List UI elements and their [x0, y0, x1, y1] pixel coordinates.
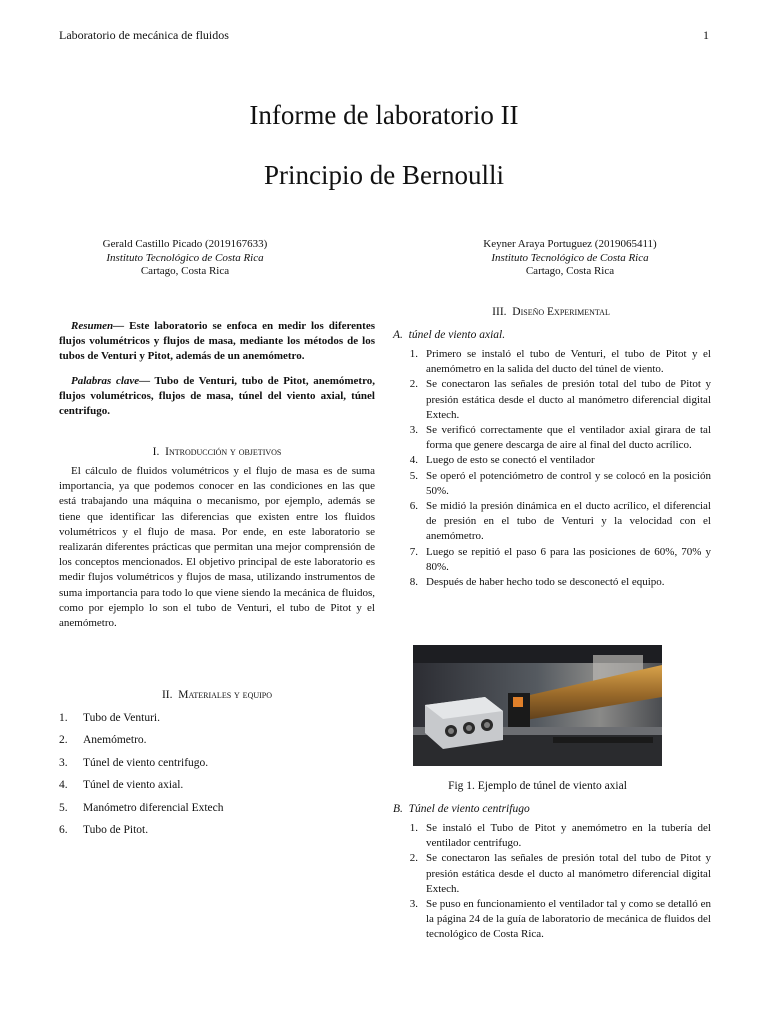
author-name: Keyner Araya Portuguez (2019065411)	[483, 238, 657, 250]
list-item: 1. Tubo de Venturi.	[59, 712, 160, 724]
section-heading-2	[59, 689, 375, 701]
list-item: 7. Luego se repitió el paso 6 para las posiciones de 60%, 70% y 80%.	[409, 545, 711, 573]
figure-caption: Fig 1. Ejemplo de túnel de viento axial	[448, 780, 627, 792]
keywords	[59, 374, 375, 420]
author-institution: Instituto Tecnológico de Costa Rica	[106, 251, 264, 264]
section-numeral: II.	[161, 689, 173, 701]
list-item: 6. Se midió la presión dinámica en el ducto acrílico, el diferencial de presión en el tubo de Venturi y la velocidad con el anemómetro.	[409, 500, 711, 543]
list-item: 4. Luego de esto se conectó el ventilador	[409, 454, 595, 467]
list-item: 4. Túnel de viento axial.	[59, 779, 184, 792]
section-numeral: I.	[152, 446, 160, 458]
section-heading-1	[59, 446, 375, 458]
wind-tunnel-photo	[413, 645, 662, 766]
list-item: 5. Manómetro diferencial Extech	[59, 801, 224, 814]
list-item: 2. Anemómetro.	[59, 734, 147, 747]
list-item: 5. Se operó el potenciómetro de control y se colocó en la posición 50%.	[409, 469, 711, 497]
list-item: 1. Se instaló el Tubo de Pitot y anemómetro en la tubería del ventilador centrifugo.	[409, 822, 711, 850]
section-heading-3	[393, 306, 709, 318]
list-item: 3. Túnel de viento centrifugo.	[59, 756, 209, 769]
section-title: Introducción y objetivos	[165, 446, 282, 458]
title-line-2: Principio de Bernoulli	[264, 160, 504, 190]
procedure-list-b	[393, 821, 711, 943]
author-block-2	[445, 238, 695, 279]
author-location: Cartago, Costa Rica	[140, 265, 230, 277]
intro-paragraph: El cálculo de fluidos volumétricos y el flujo de masa es de suma importancia, ya que podemos conocer en las condiciones en las que está trabajando una máquina o mecanismo, por ejemplo, además se tiene que identificar las diferencias que existen entre los fluidos volumétricos y el flujo de masa. Por ende, en este laboratorio se realizarán diferentes prácticas que permitan una mejor comprensión de los conceptos mencionados. El objetivo principal de este laboratorio es medir flujos volumétricos y flujos de masa, utilizando instrumentos de suma importancia para todo lo que viene siendo la mecánica de fluidos, como por ejemplo lo son el tubo de Venturi, el tubo de Pitot y el anemómetro.	[59, 465, 375, 630]
subsection-a-heading: A. túnel de viento axial.	[393, 329, 506, 341]
list-item: 3. Se verificó correctamente que el ventilador axial girara de tal forma que genere descarga de aire al final del ducto acrílico.	[409, 424, 711, 452]
author-block-1	[60, 238, 310, 279]
page-number: 1	[703, 28, 709, 42]
section-title: Materiales y equipo	[178, 689, 273, 701]
materials-list	[59, 712, 375, 846]
author-location: Cartago, Costa Rica	[525, 265, 615, 277]
list-item: 8. Después de haber hecho todo se desconectó el equipo.	[409, 576, 665, 589]
wind-tunnel-illustration	[413, 645, 662, 766]
section-title: Diseño Experimental	[512, 306, 610, 318]
title-line-1: Informe de laboratorio II	[249, 100, 519, 130]
author-name: Gerald Castillo Picado (2019167633)	[102, 238, 268, 250]
procedure-list-a	[393, 347, 711, 590]
running-header: Laboratorio de mecánica de fluidos	[59, 28, 229, 42]
list-item: 1. Primero se instaló el tubo de Venturi, el tubo de Pitot y el anemómetro en la salida del ducto del túnel de viento.	[409, 348, 711, 376]
list-item: 2. Se conectaron las señales de presión total del tubo de Pitot y presión estática desde el ducto al manómetro diferencial digital Extech.	[409, 852, 711, 895]
list-item: 6. Tubo de Pitot.	[59, 823, 149, 836]
abstract-label: Resumen—	[71, 320, 125, 332]
author-institution: Instituto Tecnológico de Costa Rica	[491, 251, 649, 264]
list-item: 2. Se conectaron las señales de presión total del tubo de Pitot y presión estática desde el ducto al manómetro diferencial digital Extech.	[409, 378, 711, 421]
abstract-text: Este laboratorio se enfoca en medir los diferentes flujos volumétricos y flujos de masa, mediante los métodos de los tubos de Venturi y Pitot, además de un anemómetro.	[59, 320, 375, 363]
keywords-label: Palabras clave—	[71, 375, 151, 387]
list-item: 3. Se puso en funcionamiento el ventilador tal y como se detalló en la página 24 de la guía de laboratorio de mecánica de fluidos del tecnológico de Costa Rica.	[409, 898, 711, 941]
section-numeral: III.	[492, 306, 507, 318]
abstract	[59, 319, 375, 365]
keywords-text: Tubo de Venturi, tubo de Pitot, anemómetro, flujos volumétricos, flujos de masa, túnel del viento axial, túnel centrifugo.	[59, 375, 376, 418]
subsection-b-heading: B. Túnel de viento centrifugo	[393, 803, 530, 815]
